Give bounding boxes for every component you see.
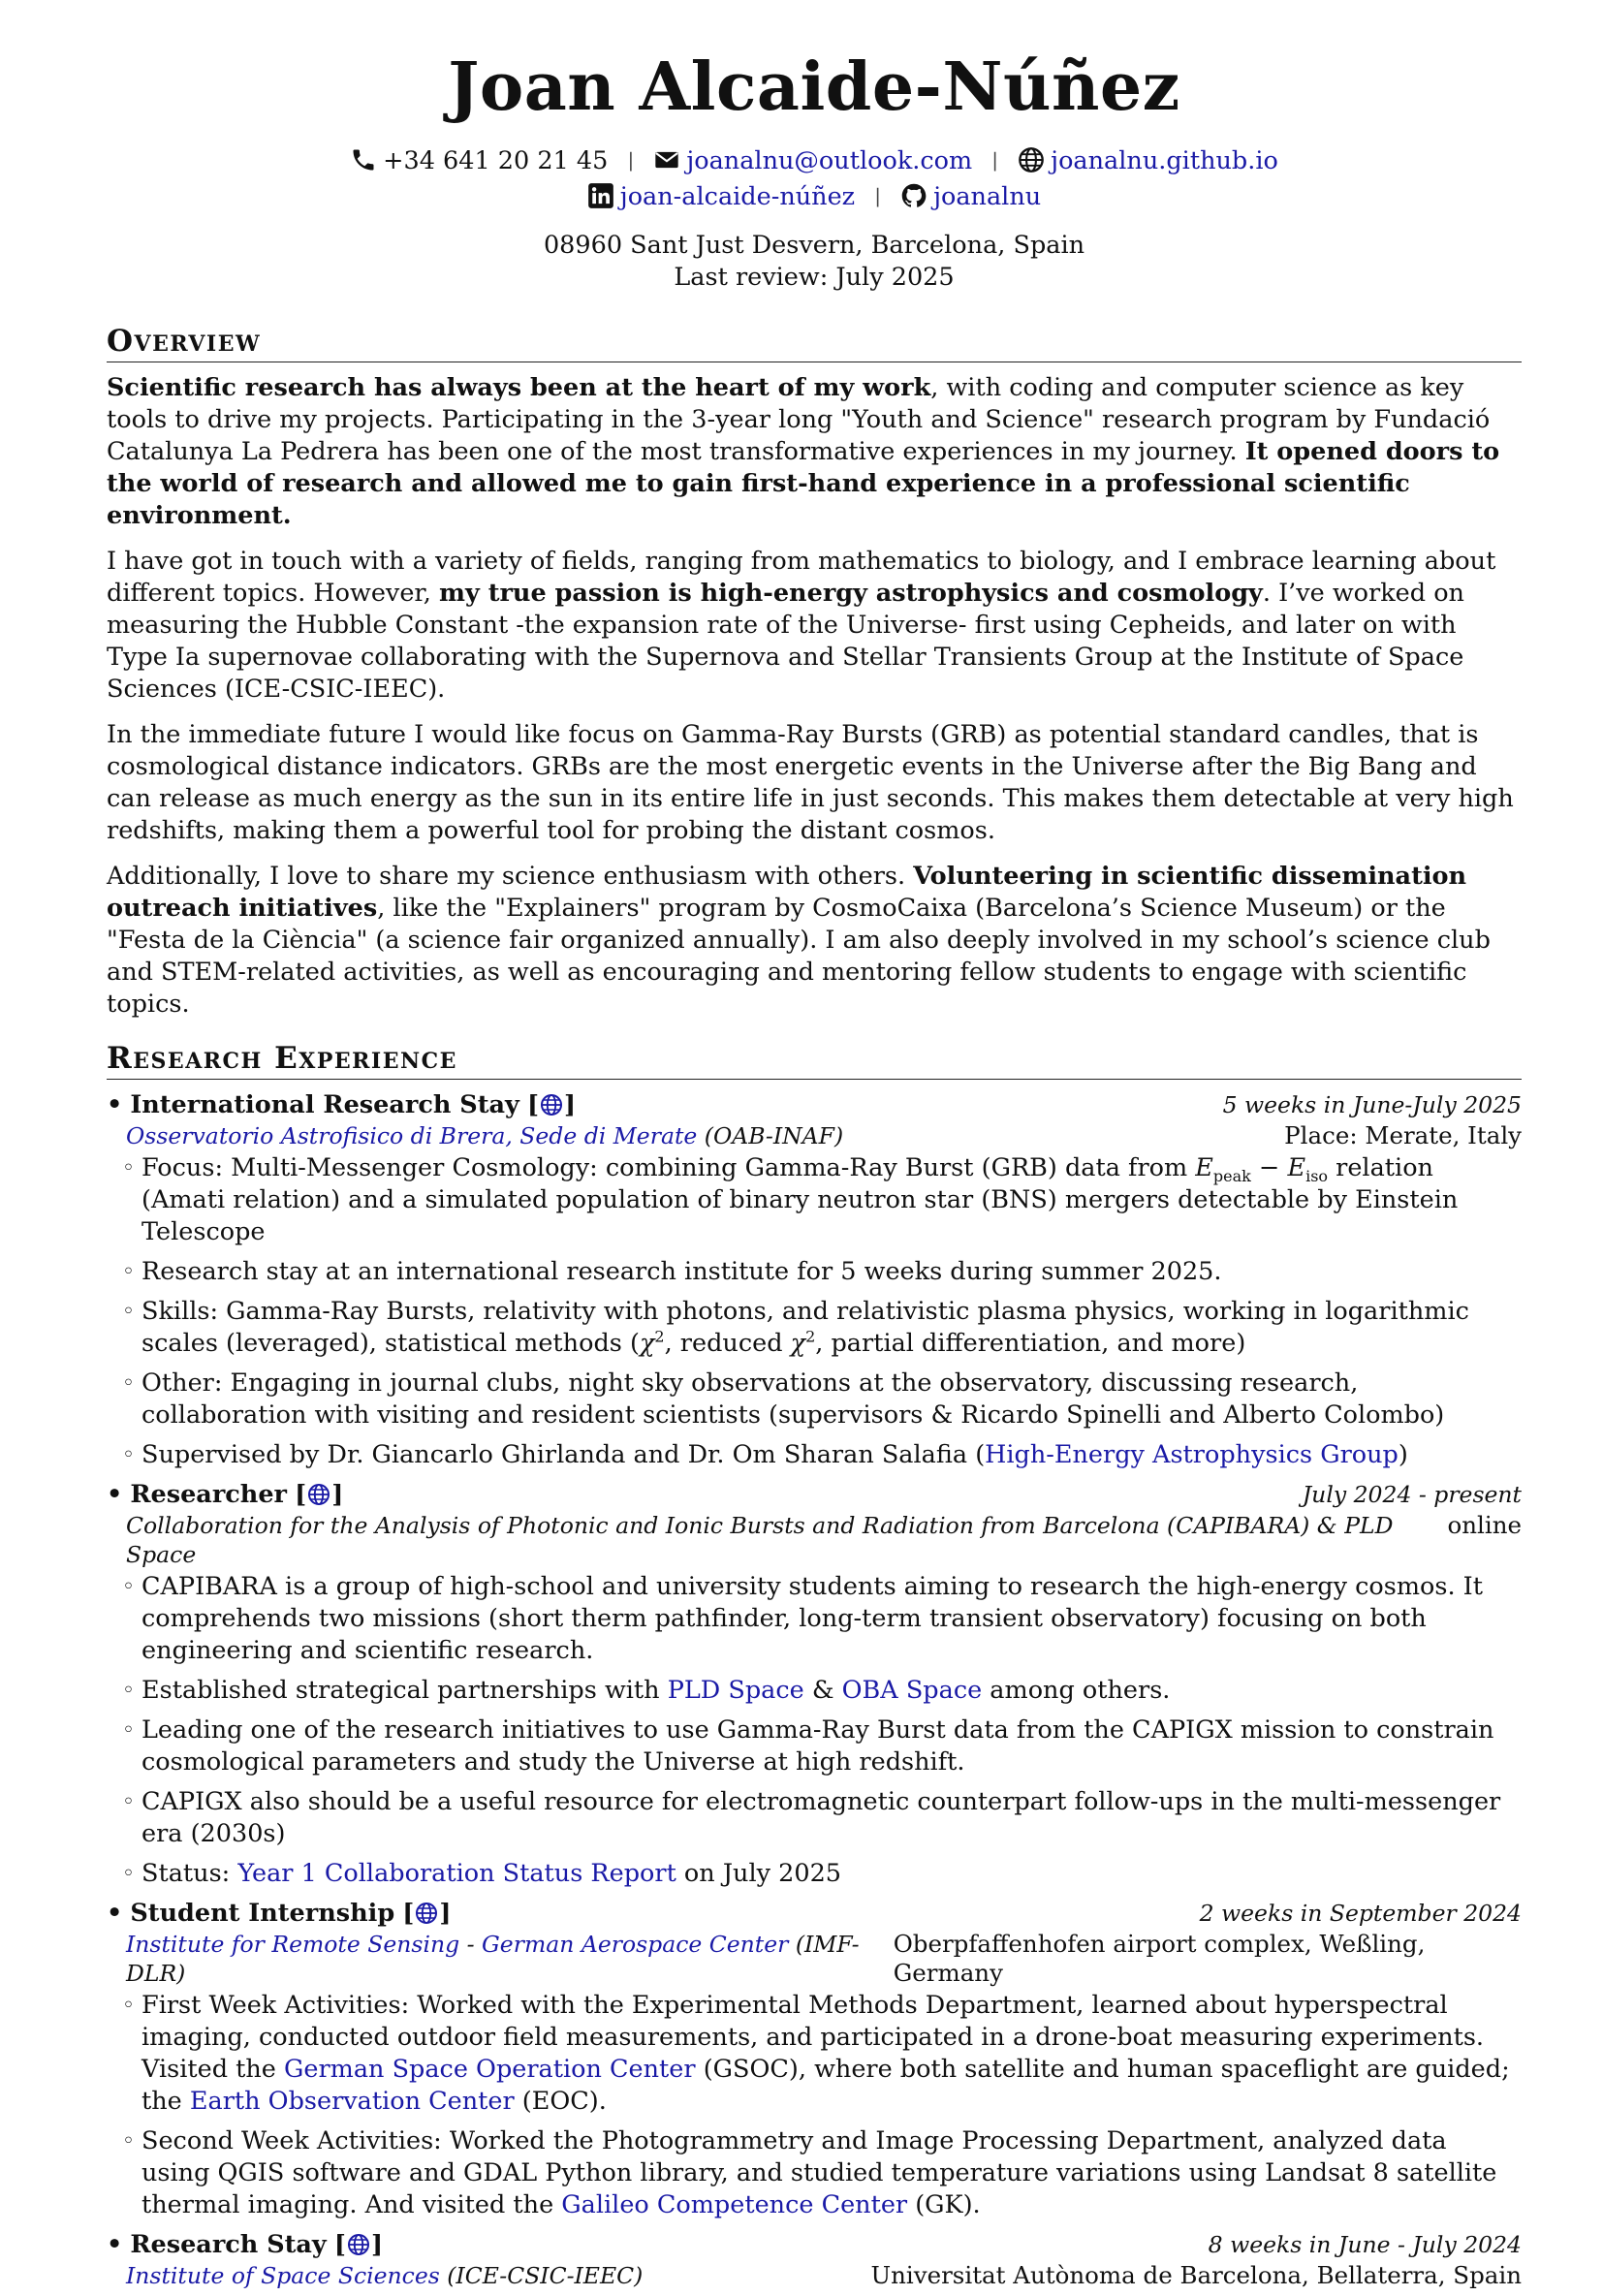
research-entry: • Student Internship [ ] 2 weeks in September 2024 Institute for Remote Sensing - German Aerospace Center (IMF-DLR) Oberpfaffenhofen airport complex, Weßling, Germany ◦ First Week Activities: Worked with the Experimental Methods Department, learned about hyperspectral imaging, conducted outdoor field measurements, and participated in a drone-boat measuring experiments. Visited the German Space Operation Center (GSOC), where both satellite and human spaceflight are guided; the Earth Observation Center (EOC). ◦ Second Week Activities: Worked the Photogrammetry and Image Processing Department, analyzed data using QGIS software and GDAL Python library, and studied temperature variations using Landsat 8 satellite thermal imaging. And visited the Galileo Competence Center (GK). <box>107 1898 1522 2221</box>
entry-date: 5 weeks in June-July 2025 <box>1222 1091 1522 1118</box>
last-review: Last review: July 2025 <box>674 263 955 292</box>
entry-place: Universitat Autònoma de Barcelona, Bellaterra, Spain <box>870 2261 1522 2289</box>
entry-date: 8 weeks in June - July 2024 <box>1208 2231 1522 2258</box>
contact-line-social <box>107 179 1522 213</box>
pld-space-link[interactable]: PLD Space <box>667 1676 804 1705</box>
overview-paragraph-1: Scientific research has always been at the heart of my work, with coding and computer science as key tools to drive my projects. Participating in the 3-year long "Youth and Science" research program by Fundació Catalunya La Pedrera has been one of the most transformative experiences in my journey. It opened doors to the world of research and allowed me to gain first-hand experience in a professional scientific environment. <box>107 373 1500 530</box>
globe-icon[interactable] <box>307 1483 330 1506</box>
gsoc-link[interactable]: German Space Operation Center <box>284 2055 696 2084</box>
phone-icon <box>350 146 377 173</box>
overview-paragraph-4: Additionally, I love to share my science enthusiasm with others. Volunteering in scientific dissemination outreach initiatives, like the "Explainers" program by CosmoCaixa (Barcelona’s Science Museum) or the "Festa de la Ciència" (a science fair organized annually). I am also deeply involved in my school’s science club and STEM-related activities, as well as encouraging and mentoring fellow students to engage with scientific topics. <box>107 862 1491 1019</box>
list-item: ◦ CAPIGX also should be a useful resource for electromagnetic counterpart follow-ups in the multi-messenger era (2030s) <box>141 1786 1522 1850</box>
entry-org: Collaboration for the Analysis of Photonic and Ionic Bursts and Radiation from Barcelona (CAPIBARA) & PLD Space <box>126 1512 1394 1568</box>
linkedin-link[interactable]: joan-alcaide-núñez <box>619 182 856 211</box>
list-item: ◦ Research stay at an international research institute for 5 weeks during summer 2025. <box>141 1256 1522 1288</box>
contact-line-primary <box>107 143 1522 177</box>
list-item: ◦ CAPIBARA is a group of high-school and university students aiming to research the high-energy cosmos. It comprehends two missions (short therm pathfinder, long-term transient observatory) focusing on both engineering and scientific research. <box>141 1571 1522 1667</box>
list-item: ◦ Focus: Multi-Messenger Cosmology: combining Gamma-Ray Burst (GRB) data from $E_{peak} - E_{iso}$ relation (Amati relation) and a simulated population of binary neutron star (BNS) mergers detectable by Einstein Telescope <box>141 1152 1522 1248</box>
bullet: • <box>107 1090 123 1119</box>
email-link[interactable]: joanalnu@outlook.com <box>686 146 973 175</box>
list-item: ◦ First Week Activities: Worked with the Experimental Methods Department, learned about hyperspectral imaging, conducted outdoor field measurements, and participated in a drone-boat measuring experiments. Visited the German Space Operation Center (GSOC), where both satellite and human spaceflight are guided; the Earth Observation Center (EOC). <box>141 1990 1522 2118</box>
overview-paragraph-2: I have got in touch with a variety of fields, ranging from mathematics to biology, and I embrace learning about different topics. However, my true passion is high-energy astrophysics and cosmology. I’ve worked on measuring the Hubble Constant -the expansion rate of the Universe- first using Cepheids, and later on with Type Ia supernovae collaborating with the Supernova and Stellar Transients Group at the Institute of Space Sciences (ICE-CSIC-IEEC). <box>107 547 1496 704</box>
list-item: ◦ Second Week Activities: Worked the Photogrammetry and Image Processing Department, analyzed data using QGIS software and GDAL Python library, and studied temperature variations using Landsat 8 satellite thermal imaging. And visited the Galileo Competence Center (GK). <box>141 2125 1522 2221</box>
candidate-name: Joan Alcaide-Núñez <box>448 48 1180 126</box>
status-report-link[interactable]: Year 1 Collaboration Status Report <box>237 1859 676 1888</box>
org-link[interactable]: German Aerospace Center <box>482 1931 789 1958</box>
resume-page <box>107 48 1522 2296</box>
overview-paragraph-3: In the immediate future I would like focus on Gamma-Ray Bursts (GRB) as potential standard candles, that is cosmological distance indicators. GRBs are the most energetic events in the Universe after the Big Bang and can release as much energy as the sun in its entire life in just seconds. This makes them detectable at very high redshifts, making them a powerful tool for probing the distant cosmos. <box>107 720 1514 845</box>
research-entry: • Researcher [ ] July 2024 - present Collaboration for the Analysis of Photonic and Ionic Bursts and Radiation from Barcelona (CAPIBARA) & PLD Space online ◦ CAPIBARA is a group of high-school and university students aiming to research the high-energy cosmos. It comprehends two missions (short therm pathfinder, long-term transient observatory) focusing on both engineering and scientific research. ◦ Established strategical partnerships with PLD Space & OBA Space among others. ◦ Leading one of the research initiatives to use Gamma-Ray Burst data from the CAPIGX mission to constrain cosmological parameters and study the Universe at high redshift. ◦ CAPIGX also should be a useful resource for electromagnetic counterpart follow-ups in the multi-messenger era (2030s) ◦ Status: Year 1 Collaboration Status Report on July 2025 <box>107 1479 1522 1890</box>
globe-icon <box>1018 146 1045 173</box>
entry-title: Researcher <box>130 1480 287 1509</box>
bullet: • <box>107 1480 123 1509</box>
org-link[interactable]: Osservatorio Astrofisico di Brera, Sede di Merate <box>126 1122 698 1149</box>
envelope-icon <box>653 146 680 173</box>
linkedin-icon <box>587 182 614 209</box>
entry-date: 2 weeks in September 2024 <box>1199 1900 1522 1927</box>
entry-title: International Research Stay <box>130 1090 519 1119</box>
entry-title: Research Stay <box>130 2230 327 2259</box>
separator: | <box>874 184 881 207</box>
bullet: • <box>107 1899 123 1928</box>
section-title-overview: Overview <box>107 323 1522 362</box>
list-item: ◦ Skills: Gamma-Ray Bursts, relativity with photons, and relativistic plasma physics, working in logarithmic scales (leveraged), statistical methods ($\chi^2$, reduced $\chi^2$, partial differentiation, and more) <box>141 1296 1522 1360</box>
group-link[interactable]: High-Energy Astrophysics Group <box>985 1440 1399 1469</box>
research-entry: • International Research Stay [ ] 5 weeks in June-July 2025 Osservatorio Astrofisico di Brera, Sede di Merate (OAB-INAF) Place: Merate, Italy ◦ Focus: Multi-Messenger Cosmology: combining Gamma-Ray Burst (GRB) data from $E_{peak} - E_{iso}$ relation (Amati relation) and a simulated population of binary neutron star (BNS) mergers detectable by Einstein Telescope ◦ Research stay at an international research institute for 5 weeks during summer 2025. ◦ Skills: Gamma-Ray Bursts, relativity with photons, and relativistic plasma physics, working in logarithmic scales (leveraged), statistical methods ($\chi^2$, reduced $\chi^2$, partial differentiation, and more) ◦ Other: Engaging in journal clubs, night sky observations at the observatory, discussing research, collaboration with visiting and resident scientists (supervisors & Ricardo Spinelli and Alberto Colombo) ◦ Supervised by Dr. Giancarlo Ghirlanda and Dr. Om Sharan Salafia (High-Energy Astrophysics Group) <box>107 1089 1522 1471</box>
website-link[interactable]: joanalnu.github.io <box>1051 146 1278 175</box>
section-title-research: Research Experience <box>107 1040 1522 1080</box>
globe-icon[interactable] <box>415 1902 438 1925</box>
list-item: ◦ Status: Year 1 Collaboration Status Report on July 2025 <box>141 1858 1522 1890</box>
entry-place: Place: Merate, Italy <box>1284 1121 1522 1149</box>
entry-date: July 2024 - present <box>1302 1481 1522 1508</box>
github-icon <box>900 182 927 209</box>
entry-place: Oberpfaffenhofen airport complex, Weßling, Germany <box>893 1930 1426 1987</box>
list-item: ◦ Other: Engaging in journal clubs, night sky observations at the observatory, discussing research, collaboration with visiting and resident scientists (supervisors & Ricardo Spinelli and Alberto Colombo) <box>141 1368 1522 1431</box>
list-item: ◦ Established strategical partnerships with PLD Space & OBA Space among others. <box>141 1675 1522 1707</box>
entry-place: online <box>1447 1511 1522 1539</box>
org-link[interactable]: Institute for Remote Sensing <box>126 1931 460 1958</box>
entry-title: Student Internship <box>130 1899 395 1928</box>
research-entry: • Research Stay [ ] 8 weeks in June - July 2024 Institute of Space Sciences (ICE-CSIC-IEEC) Universitat Autònoma de Barcelona, Bellaterra, Spain <box>107 2230 1522 2289</box>
oba-space-link[interactable]: OBA Space <box>841 1676 983 1705</box>
list-item: ◦ Supervised by Dr. Giancarlo Ghirlanda and Dr. Om Sharan Salafia (High-Energy Astrophysics Group) <box>141 1439 1522 1471</box>
github-link[interactable]: joanalnu <box>933 182 1042 211</box>
address: 08960 Sant Just Desvern, Barcelona, Spain <box>543 231 1085 260</box>
globe-icon[interactable] <box>540 1093 563 1117</box>
eoc-link[interactable]: Earth Observation Center <box>189 2087 515 2116</box>
globe-icon[interactable] <box>347 2233 370 2256</box>
phone-number: +34 641 20 21 45 <box>383 146 609 175</box>
separator: | <box>991 148 999 172</box>
galileo-link[interactable]: Galileo Competence Center <box>561 2190 908 2219</box>
bullet: • <box>107 2230 123 2259</box>
separator: | <box>627 148 635 172</box>
org-link[interactable]: Institute of Space Sciences <box>126 2262 440 2289</box>
list-item: ◦ Leading one of the research initiatives to use Gamma-Ray Burst data from the CAPIGX mission to constrain cosmological parameters and study the Universe at high redshift. <box>141 1714 1522 1778</box>
